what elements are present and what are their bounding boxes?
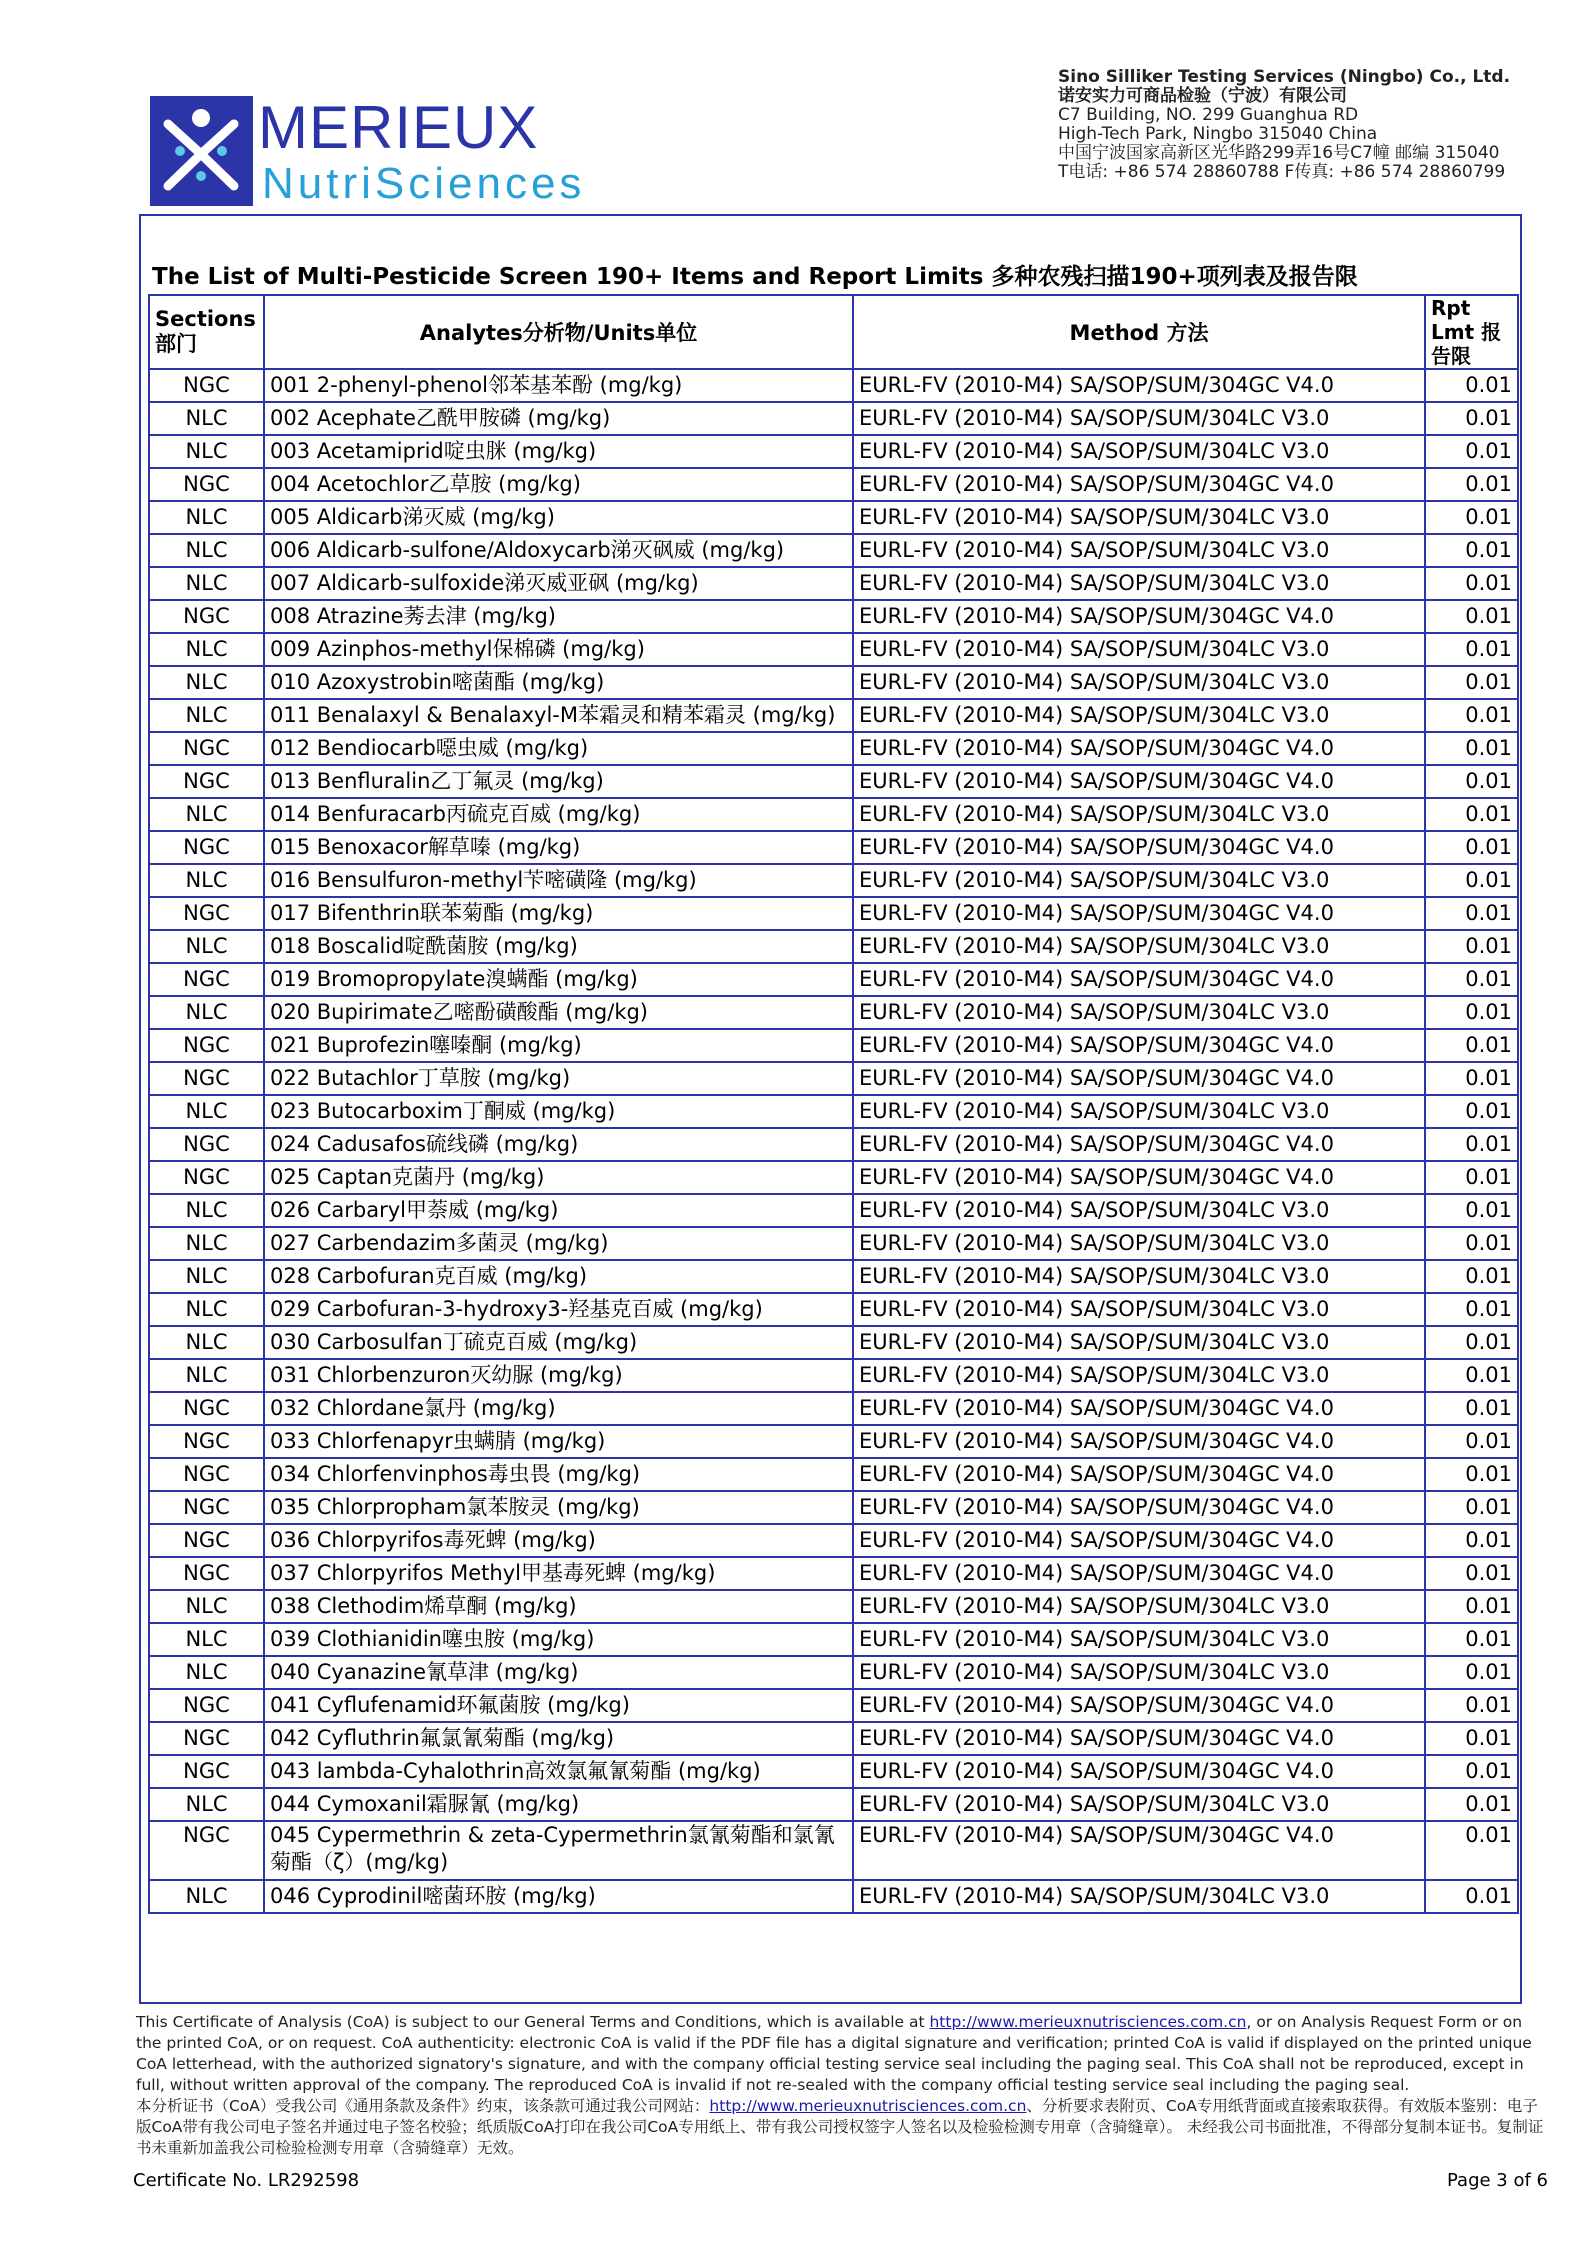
rpt-lmt-cell: 0.01 bbox=[1425, 765, 1518, 798]
table-row bbox=[149, 963, 1518, 996]
method-cell: EURL-FV (2010-M4) SA/SOP/SUM/304LC V3.0 bbox=[853, 435, 1425, 468]
section-cell: NLC bbox=[149, 435, 264, 468]
disclaimer-en bbox=[136, 2012, 1546, 2096]
table-row bbox=[149, 798, 1518, 831]
section-cell: NLC bbox=[149, 1590, 264, 1623]
method-cell: EURL-FV (2010-M4) SA/SOP/SUM/304LC V3.0 bbox=[853, 501, 1425, 534]
rpt-lmt-cell: 0.01 bbox=[1425, 468, 1518, 501]
table-row bbox=[149, 864, 1518, 897]
address-line-2: High-Tech Park, Ningbo 315040 China bbox=[1058, 124, 1378, 144]
merieux-logo bbox=[150, 96, 655, 206]
analyte-cell: 009 Azinphos-methyl保棉磷 (mg/kg) bbox=[264, 633, 853, 666]
website-link-en[interactable]: http://www.merieuxnutrisciences.com.cn bbox=[929, 2013, 1247, 2031]
table-row bbox=[149, 1821, 1518, 1880]
analyte-cell: 031 Chlorbenzuron灭幼脲 (mg/kg) bbox=[264, 1359, 853, 1392]
analyte-cell: 023 Butocarboxim丁酮威 (mg/kg) bbox=[264, 1095, 853, 1128]
table-row bbox=[149, 1689, 1518, 1722]
method-cell: EURL-FV (2010-M4) SA/SOP/SUM/304LC V3.0 bbox=[853, 1227, 1425, 1260]
section-cell: NLC bbox=[149, 534, 264, 567]
table-row bbox=[149, 402, 1518, 435]
rpt-lmt-cell: 0.01 bbox=[1425, 963, 1518, 996]
method-cell: EURL-FV (2010-M4) SA/SOP/SUM/304LC V3.0 bbox=[853, 798, 1425, 831]
company-name-cn: 诺安实力可商品检验（宁波）有限公司 bbox=[1058, 86, 1347, 106]
table-row bbox=[149, 1425, 1518, 1458]
table-row bbox=[149, 897, 1518, 930]
table-row bbox=[149, 1326, 1518, 1359]
table-row bbox=[149, 1491, 1518, 1524]
pesticide-table bbox=[148, 294, 1519, 1914]
method-cell: EURL-FV (2010-M4) SA/SOP/SUM/304LC V3.0 bbox=[853, 930, 1425, 963]
rpt-lmt-cell: 0.01 bbox=[1425, 1491, 1518, 1524]
method-cell: EURL-FV (2010-M4) SA/SOP/SUM/304LC V3.0 bbox=[853, 1359, 1425, 1392]
analyte-cell: 034 Chlorfenvinphos毒虫畏 (mg/kg) bbox=[264, 1458, 853, 1491]
table-row bbox=[149, 732, 1518, 765]
method-cell: EURL-FV (2010-M4) SA/SOP/SUM/304LC V3.0 bbox=[853, 666, 1425, 699]
table-row bbox=[149, 1392, 1518, 1425]
table-row bbox=[149, 1062, 1518, 1095]
section-cell: NGC bbox=[149, 1755, 264, 1788]
rpt-lmt-cell: 0.01 bbox=[1425, 402, 1518, 435]
section-cell: NLC bbox=[149, 1293, 264, 1326]
rpt-lmt-cell: 0.01 bbox=[1425, 699, 1518, 732]
table-row bbox=[149, 1293, 1518, 1326]
section-cell: NLC bbox=[149, 1260, 264, 1293]
table-row bbox=[149, 930, 1518, 963]
rpt-lmt-cell: 0.01 bbox=[1425, 567, 1518, 600]
analyte-cell: 044 Cymoxanil霜脲氰 (mg/kg) bbox=[264, 1788, 853, 1821]
section-cell: NGC bbox=[149, 897, 264, 930]
table-row bbox=[149, 1194, 1518, 1227]
method-cell: EURL-FV (2010-M4) SA/SOP/SUM/304GC V4.0 bbox=[853, 897, 1425, 930]
table-row bbox=[149, 435, 1518, 468]
analyte-cell: 040 Cyanazine氰草津 (mg/kg) bbox=[264, 1656, 853, 1689]
table-row bbox=[149, 1722, 1518, 1755]
disclaimer-en-text-2: , or on Analysis Request Form or on the printed CoA, or on request. CoA authenticity: electronic CoA is valid if the PDF file has a digital signature and verification; printed CoA is valid if displayed on the printed unique CoA letterhead, with the authorized signatory's signature, and with the company official testing service seal including the paging seal. This CoA shall not be reproduced, except in full, without written approval of the company. The reproduced CoA is invalid if not re-sealed with the company official testing service seal including the paging seal. bbox=[136, 2013, 1532, 2094]
table-row bbox=[149, 1880, 1518, 1913]
rpt-lmt-cell: 0.01 bbox=[1425, 1880, 1518, 1913]
table-row bbox=[149, 699, 1518, 732]
section-cell: NGC bbox=[149, 1722, 264, 1755]
section-cell: NGC bbox=[149, 369, 264, 402]
section-cell: NGC bbox=[149, 1491, 264, 1524]
document-title: The List of Multi-Pesticide Screen 190+ Items and Report Limits 多种农残扫描190+项列表及报告限 bbox=[152, 264, 1358, 290]
method-cell: EURL-FV (2010-M4) SA/SOP/SUM/304GC V4.0 bbox=[853, 1755, 1425, 1788]
rpt-lmt-cell: 0.01 bbox=[1425, 1623, 1518, 1656]
method-cell: EURL-FV (2010-M4) SA/SOP/SUM/304GC V4.0 bbox=[853, 1062, 1425, 1095]
analyte-cell: 043 lambda-Cyhalothrin高效氯氟氰菊酯 (mg/kg) bbox=[264, 1755, 853, 1788]
rpt-lmt-cell: 0.01 bbox=[1425, 1755, 1518, 1788]
analyte-cell: 041 Cyflufenamid环氟菌胺 (mg/kg) bbox=[264, 1689, 853, 1722]
rpt-lmt-cell: 0.01 bbox=[1425, 1029, 1518, 1062]
rpt-lmt-cell: 0.01 bbox=[1425, 897, 1518, 930]
rpt-lmt-cell: 0.01 bbox=[1425, 864, 1518, 897]
rpt-lmt-cell: 0.01 bbox=[1425, 1524, 1518, 1557]
rpt-lmt-cell: 0.01 bbox=[1425, 1788, 1518, 1821]
rpt-lmt-cell: 0.01 bbox=[1425, 732, 1518, 765]
section-cell: NGC bbox=[149, 468, 264, 501]
section-cell: NLC bbox=[149, 501, 264, 534]
section-cell: NGC bbox=[149, 1161, 264, 1194]
section-cell: NLC bbox=[149, 798, 264, 831]
rpt-lmt-cell: 0.01 bbox=[1425, 1128, 1518, 1161]
table-row bbox=[149, 501, 1518, 534]
analyte-cell: 039 Clothianidin噻虫胺 (mg/kg) bbox=[264, 1623, 853, 1656]
rpt-lmt-cell: 0.01 bbox=[1425, 1194, 1518, 1227]
method-cell: EURL-FV (2010-M4) SA/SOP/SUM/304GC V4.0 bbox=[853, 1161, 1425, 1194]
analyte-cell: 042 Cyfluthrin氟氯氰菊酯 (mg/kg) bbox=[264, 1722, 853, 1755]
section-cell: NLC bbox=[149, 1656, 264, 1689]
table-row bbox=[149, 1458, 1518, 1491]
section-cell: NLC bbox=[149, 1095, 264, 1128]
analyte-cell: 046 Cyprodinil嘧菌环胺 (mg/kg) bbox=[264, 1880, 853, 1913]
method-cell: EURL-FV (2010-M4) SA/SOP/SUM/304LC V3.0 bbox=[853, 567, 1425, 600]
section-cell: NLC bbox=[149, 402, 264, 435]
certificate-number: Certificate No. LR292598 bbox=[133, 2170, 360, 2191]
section-cell: NLC bbox=[149, 1788, 264, 1821]
method-cell: EURL-FV (2010-M4) SA/SOP/SUM/304GC V4.0 bbox=[853, 1128, 1425, 1161]
analyte-cell: 002 Acephate乙酰甲胺磷 (mg/kg) bbox=[264, 402, 853, 435]
method-cell: EURL-FV (2010-M4) SA/SOP/SUM/304GC V4.0 bbox=[853, 369, 1425, 402]
table-row bbox=[149, 1359, 1518, 1392]
analyte-cell: 038 Clethodim烯草酮 (mg/kg) bbox=[264, 1590, 853, 1623]
analyte-cell: 019 Bromopropylate溴螨酯 (mg/kg) bbox=[264, 963, 853, 996]
table-row bbox=[149, 1590, 1518, 1623]
analyte-cell: 003 Acetamiprid啶虫脒 (mg/kg) bbox=[264, 435, 853, 468]
method-cell: EURL-FV (2010-M4) SA/SOP/SUM/304GC V4.0 bbox=[853, 1392, 1425, 1425]
table-row bbox=[149, 1524, 1518, 1557]
rpt-lmt-cell: 0.01 bbox=[1425, 534, 1518, 567]
analyte-cell: 004 Acetochlor乙草胺 (mg/kg) bbox=[264, 468, 853, 501]
table-header-row bbox=[149, 295, 1518, 369]
rpt-lmt-cell: 0.01 bbox=[1425, 1458, 1518, 1491]
section-cell: NGC bbox=[149, 765, 264, 798]
analyte-cell: 012 Bendiocarb噁虫威 (mg/kg) bbox=[264, 732, 853, 765]
rpt-lmt-cell: 0.01 bbox=[1425, 1161, 1518, 1194]
section-cell: NLC bbox=[149, 1623, 264, 1656]
method-cell: EURL-FV (2010-M4) SA/SOP/SUM/304LC V3.0 bbox=[853, 699, 1425, 732]
analyte-cell: 013 Benfluralin乙丁氟灵 (mg/kg) bbox=[264, 765, 853, 798]
section-cell: NGC bbox=[149, 1128, 264, 1161]
section-cell: NLC bbox=[149, 1326, 264, 1359]
analyte-cell: 011 Benalaxyl & Benalaxyl-M苯霜灵和精苯霜灵 (mg/kg) bbox=[264, 699, 853, 732]
section-cell: NGC bbox=[149, 1062, 264, 1095]
method-cell: EURL-FV (2010-M4) SA/SOP/SUM/304GC V4.0 bbox=[853, 831, 1425, 864]
section-cell: NGC bbox=[149, 1029, 264, 1062]
method-cell: EURL-FV (2010-M4) SA/SOP/SUM/304GC V4.0 bbox=[853, 1821, 1425, 1880]
table-row bbox=[149, 567, 1518, 600]
section-cell: NGC bbox=[149, 1458, 264, 1491]
address-cn: 中国宁波国家高新区光华路299弄16号C7幢 邮编 315040 bbox=[1058, 143, 1500, 163]
rpt-lmt-cell: 0.01 bbox=[1425, 1359, 1518, 1392]
rpt-lmt-cell: 0.01 bbox=[1425, 1326, 1518, 1359]
analyte-cell: 025 Captan克菌丹 (mg/kg) bbox=[264, 1161, 853, 1194]
analyte-cell: 014 Benfuracarb丙硫克百威 (mg/kg) bbox=[264, 798, 853, 831]
method-cell: EURL-FV (2010-M4) SA/SOP/SUM/304GC V4.0 bbox=[853, 1689, 1425, 1722]
table-row bbox=[149, 369, 1518, 402]
rpt-lmt-cell: 0.01 bbox=[1425, 1722, 1518, 1755]
rpt-lmt-cell: 0.01 bbox=[1425, 1557, 1518, 1590]
logo-text-nutrisciences: NutriSciences bbox=[262, 159, 586, 206]
analyte-cell: 035 Chlorpropham氯苯胺灵 (mg/kg) bbox=[264, 1491, 853, 1524]
analyte-cell: 005 Aldicarb涕灭威 (mg/kg) bbox=[264, 501, 853, 534]
section-cell: NLC bbox=[149, 567, 264, 600]
table-row bbox=[149, 468, 1518, 501]
table-row bbox=[149, 666, 1518, 699]
method-cell: EURL-FV (2010-M4) SA/SOP/SUM/304GC V4.0 bbox=[853, 1722, 1425, 1755]
analyte-cell: 037 Chlorpyrifos Methyl甲基毒死蜱 (mg/kg) bbox=[264, 1557, 853, 1590]
address-line-1: C7 Building, NO. 299 Guanghua RD bbox=[1058, 105, 1359, 125]
rpt-lmt-cell: 0.01 bbox=[1425, 1293, 1518, 1326]
rpt-lmt-cell: 0.01 bbox=[1425, 1227, 1518, 1260]
company-name-en: Sino Silliker Testing Services (Ningbo) Co., Ltd. bbox=[1058, 67, 1511, 87]
method-cell: EURL-FV (2010-M4) SA/SOP/SUM/304LC V3.0 bbox=[853, 633, 1425, 666]
rpt-lmt-cell: 0.01 bbox=[1425, 1260, 1518, 1293]
rpt-lmt-cell: 0.01 bbox=[1425, 1821, 1518, 1880]
method-cell: EURL-FV (2010-M4) SA/SOP/SUM/304LC V3.0 bbox=[853, 996, 1425, 1029]
table-row bbox=[149, 1029, 1518, 1062]
method-cell: EURL-FV (2010-M4) SA/SOP/SUM/304GC V4.0 bbox=[853, 732, 1425, 765]
footer-disclaimer bbox=[136, 2012, 1546, 2159]
analyte-cell: 015 Benoxacor解草嗪 (mg/kg) bbox=[264, 831, 853, 864]
method-cell: EURL-FV (2010-M4) SA/SOP/SUM/304LC V3.0 bbox=[853, 1326, 1425, 1359]
table-row bbox=[149, 765, 1518, 798]
method-cell: EURL-FV (2010-M4) SA/SOP/SUM/304GC V4.0 bbox=[853, 963, 1425, 996]
analyte-cell: 033 Chlorfenapyr虫螨腈 (mg/kg) bbox=[264, 1425, 853, 1458]
rpt-lmt-cell: 0.01 bbox=[1425, 1656, 1518, 1689]
disclaimer-cn bbox=[136, 2096, 1546, 2159]
rpt-lmt-cell: 0.01 bbox=[1425, 930, 1518, 963]
analyte-cell: 036 Chlorpyrifos毒死蜱 (mg/kg) bbox=[264, 1524, 853, 1557]
section-cell: NLC bbox=[149, 1227, 264, 1260]
analyte-cell: 008 Atrazine莠去津 (mg/kg) bbox=[264, 600, 853, 633]
website-link-cn[interactable]: http://www.merieuxnutrisciences.com.cn bbox=[709, 2097, 1027, 2115]
section-cell: NLC bbox=[149, 699, 264, 732]
disclaimer-cn-text: 本分析证书（CoA）受我公司《通用条款及条件》约束，该条款可通过我公司网站： bbox=[136, 2097, 710, 2115]
rpt-lmt-cell: 0.01 bbox=[1425, 1392, 1518, 1425]
table-row bbox=[149, 1227, 1518, 1260]
method-cell: EURL-FV (2010-M4) SA/SOP/SUM/304LC V3.0 bbox=[853, 1880, 1425, 1913]
analyte-cell: 010 Azoxystrobin嘧菌酯 (mg/kg) bbox=[264, 666, 853, 699]
col-header-analytes: Analytes分析物/Units单位 bbox=[264, 295, 853, 369]
analyte-cell: 026 Carbaryl甲萘威 (mg/kg) bbox=[264, 1194, 853, 1227]
section-cell: NLC bbox=[149, 666, 264, 699]
table-row bbox=[149, 534, 1518, 567]
method-cell: EURL-FV (2010-M4) SA/SOP/SUM/304GC V4.0 bbox=[853, 1458, 1425, 1491]
analyte-cell: 030 Carbosulfan丁硫克百威 (mg/kg) bbox=[264, 1326, 853, 1359]
section-cell: NLC bbox=[149, 1194, 264, 1227]
table-row bbox=[149, 633, 1518, 666]
phone-fax: T电话: +86 574 28860788 F传真: +86 574 28860799 bbox=[1058, 162, 1506, 182]
method-cell: EURL-FV (2010-M4) SA/SOP/SUM/304GC V4.0 bbox=[853, 600, 1425, 633]
method-cell: EURL-FV (2010-M4) SA/SOP/SUM/304LC V3.0 bbox=[853, 1788, 1425, 1821]
section-cell: NGC bbox=[149, 732, 264, 765]
method-cell: EURL-FV (2010-M4) SA/SOP/SUM/304LC V3.0 bbox=[853, 1194, 1425, 1227]
rpt-lmt-cell: 0.01 bbox=[1425, 1590, 1518, 1623]
section-cell: NGC bbox=[149, 1821, 264, 1880]
table-row bbox=[149, 831, 1518, 864]
section-cell: NGC bbox=[149, 1689, 264, 1722]
table-row bbox=[149, 996, 1518, 1029]
rpt-lmt-cell: 0.01 bbox=[1425, 666, 1518, 699]
method-cell: EURL-FV (2010-M4) SA/SOP/SUM/304LC V3.0 bbox=[853, 402, 1425, 435]
section-cell: NGC bbox=[149, 963, 264, 996]
rpt-lmt-cell: 0.01 bbox=[1425, 1689, 1518, 1722]
rpt-lmt-cell: 0.01 bbox=[1425, 1425, 1518, 1458]
table-row bbox=[149, 1788, 1518, 1821]
analyte-cell: 028 Carbofuran克百威 (mg/kg) bbox=[264, 1260, 853, 1293]
analyte-cell: 024 Cadusafos硫线磷 (mg/kg) bbox=[264, 1128, 853, 1161]
company-info bbox=[1058, 68, 1510, 182]
method-cell: EURL-FV (2010-M4) SA/SOP/SUM/304LC V3.0 bbox=[853, 1656, 1425, 1689]
col-header-sections: Sections 部门 bbox=[149, 295, 264, 369]
rpt-lmt-cell: 0.01 bbox=[1425, 600, 1518, 633]
method-cell: EURL-FV (2010-M4) SA/SOP/SUM/304GC V4.0 bbox=[853, 1491, 1425, 1524]
method-cell: EURL-FV (2010-M4) SA/SOP/SUM/304GC V4.0 bbox=[853, 1557, 1425, 1590]
table-row bbox=[149, 1161, 1518, 1194]
rpt-lmt-cell: 0.01 bbox=[1425, 1062, 1518, 1095]
method-cell: EURL-FV (2010-M4) SA/SOP/SUM/304LC V3.0 bbox=[853, 1590, 1425, 1623]
analyte-cell: 006 Aldicarb-sulfone/Aldoxycarb涕灭砜威 (mg/kg) bbox=[264, 534, 853, 567]
table-row bbox=[149, 1656, 1518, 1689]
table-row bbox=[149, 1095, 1518, 1128]
analyte-cell: 032 Chlordane氯丹 (mg/kg) bbox=[264, 1392, 853, 1425]
method-cell: EURL-FV (2010-M4) SA/SOP/SUM/304LC V3.0 bbox=[853, 1095, 1425, 1128]
section-cell: NGC bbox=[149, 1392, 264, 1425]
section-cell: NGC bbox=[149, 831, 264, 864]
method-cell: EURL-FV (2010-M4) SA/SOP/SUM/304LC V3.0 bbox=[853, 1293, 1425, 1326]
rpt-lmt-cell: 0.01 bbox=[1425, 435, 1518, 468]
method-cell: EURL-FV (2010-M4) SA/SOP/SUM/304GC V4.0 bbox=[853, 765, 1425, 798]
method-cell: EURL-FV (2010-M4) SA/SOP/SUM/304LC V3.0 bbox=[853, 534, 1425, 567]
analyte-cell: 018 Boscalid啶酰菌胺 (mg/kg) bbox=[264, 930, 853, 963]
table-row bbox=[149, 1557, 1518, 1590]
analyte-cell: 022 Butachlor丁草胺 (mg/kg) bbox=[264, 1062, 853, 1095]
col-header-method: Method 方法 bbox=[853, 295, 1425, 369]
disclaimer-en-text: This Certificate of Analysis (CoA) is subject to our General Terms and Conditions, which is available at bbox=[136, 2013, 930, 2031]
method-cell: EURL-FV (2010-M4) SA/SOP/SUM/304GC V4.0 bbox=[853, 1425, 1425, 1458]
analyte-cell: 017 Bifenthrin联苯菊酯 (mg/kg) bbox=[264, 897, 853, 930]
rpt-lmt-cell: 0.01 bbox=[1425, 798, 1518, 831]
section-cell: NGC bbox=[149, 1557, 264, 1590]
rpt-lmt-cell: 0.01 bbox=[1425, 1095, 1518, 1128]
analyte-cell: 045 Cypermethrin & zeta-Cypermethrin氯氰菊酯和氯氰菊酯（ζ）(mg/kg) bbox=[264, 1821, 853, 1880]
table-row bbox=[149, 1755, 1518, 1788]
method-cell: EURL-FV (2010-M4) SA/SOP/SUM/304LC V3.0 bbox=[853, 1260, 1425, 1293]
section-cell: NGC bbox=[149, 1524, 264, 1557]
method-cell: EURL-FV (2010-M4) SA/SOP/SUM/304GC V4.0 bbox=[853, 1029, 1425, 1062]
analyte-cell: 016 Bensulfuron-methyl苄嘧磺隆 (mg/kg) bbox=[264, 864, 853, 897]
section-cell: NLC bbox=[149, 864, 264, 897]
logo-graphic bbox=[150, 96, 655, 206]
section-cell: NLC bbox=[149, 996, 264, 1029]
disclaimer-cn-text-2: 、分析要求表附页、CoA专用纸背面或直接索取获得。有效版本鉴别：电子版CoA带有我公司电子签名并通过电子签名校验；纸质版CoA打印在我公司CoA专用纸上、带有我公司授权签字人签名以及检验检测专用章（含骑缝章）。 未经我公司书面批准，不得部分复制本证书。复制证书未重新加盖我公司检验检测专用章（含骑缝章）无效。 bbox=[136, 2097, 1544, 2157]
analyte-cell: 007 Aldicarb-sulfoxide涕灭威亚砜 (mg/kg) bbox=[264, 567, 853, 600]
section-cell: NLC bbox=[149, 1359, 264, 1392]
analyte-cell: 021 Buprofezin噻嗪酮 (mg/kg) bbox=[264, 1029, 853, 1062]
rpt-lmt-cell: 0.01 bbox=[1425, 831, 1518, 864]
rpt-lmt-cell: 0.01 bbox=[1425, 633, 1518, 666]
analyte-cell: 027 Carbendazim多菌灵 (mg/kg) bbox=[264, 1227, 853, 1260]
method-cell: EURL-FV (2010-M4) SA/SOP/SUM/304GC V4.0 bbox=[853, 1524, 1425, 1557]
rpt-lmt-cell: 0.01 bbox=[1425, 996, 1518, 1029]
analyte-cell: 001 2-phenyl-phenol邻苯基苯酚 (mg/kg) bbox=[264, 369, 853, 402]
table-row bbox=[149, 600, 1518, 633]
method-cell: EURL-FV (2010-M4) SA/SOP/SUM/304LC V3.0 bbox=[853, 864, 1425, 897]
method-cell: EURL-FV (2010-M4) SA/SOP/SUM/304GC V4.0 bbox=[853, 468, 1425, 501]
section-cell: NLC bbox=[149, 1880, 264, 1913]
table-row bbox=[149, 1128, 1518, 1161]
table-row bbox=[149, 1623, 1518, 1656]
analyte-cell: 020 Bupirimate乙嘧酚磺酸酯 (mg/kg) bbox=[264, 996, 853, 1029]
col-header-rpt-lmt: Rpt Lmt 报告限 bbox=[1425, 295, 1518, 369]
logo-text-merieux: MERIEUX bbox=[258, 96, 539, 161]
section-cell: NLC bbox=[149, 633, 264, 666]
section-cell: NGC bbox=[149, 600, 264, 633]
rpt-lmt-cell: 0.01 bbox=[1425, 369, 1518, 402]
rpt-lmt-cell: 0.01 bbox=[1425, 501, 1518, 534]
analyte-cell: 029 Carbofuran-3-hydroxy3-羟基克百威 (mg/kg) bbox=[264, 1293, 853, 1326]
table-row bbox=[149, 1260, 1518, 1293]
section-cell: NLC bbox=[149, 930, 264, 963]
section-cell: NGC bbox=[149, 1425, 264, 1458]
page-number: Page 3 of 6 bbox=[1447, 2170, 1548, 2191]
method-cell: EURL-FV (2010-M4) SA/SOP/SUM/304LC V3.0 bbox=[853, 1623, 1425, 1656]
